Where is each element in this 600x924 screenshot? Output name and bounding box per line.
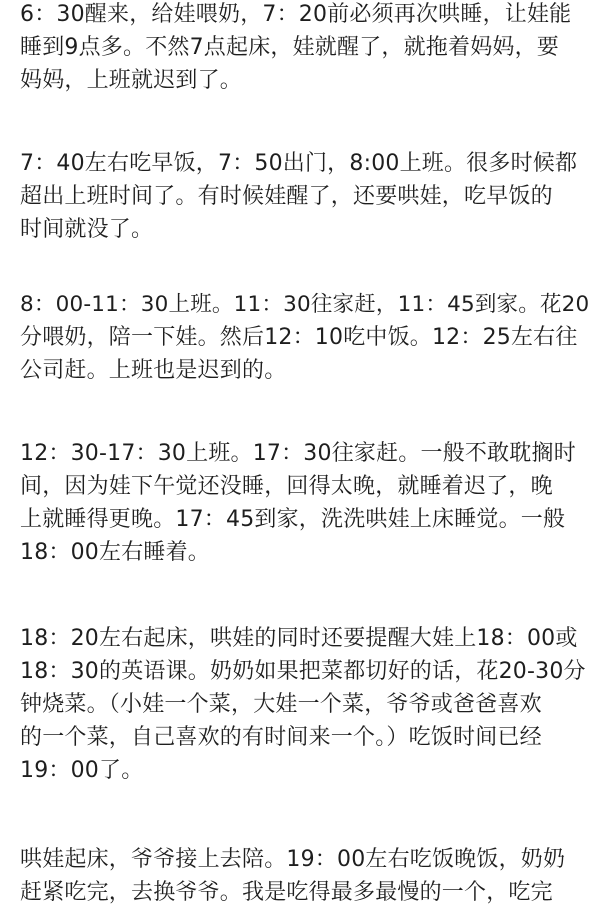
paragraph-breakfast — [20, 147, 595, 246]
paragraph-dinner — [20, 843, 595, 909]
paragraph-evening-cooking — [20, 622, 595, 787]
text-line: 6：30醒来，给娃喂奶，7：20前必须再次哄睡，让娃能 — [20, 2, 572, 27]
paragraph-morning-work — [20, 288, 595, 387]
text-line: 12：30-17：30上班。17：30往家赶。一般不敢耽搁时 — [20, 441, 576, 466]
text-line: 8：00-11：30上班。11：30往家赶，11：45到家。花20 — [20, 292, 590, 317]
text-line: 妈妈，上班就迟到了。 — [20, 68, 243, 93]
text-line: 赶紧吃完，去换爷爷。我是吃得最多最慢的一个，吃完 — [20, 880, 553, 905]
text-line: 超出上班时间了。有时候娃醒了，还要哄娃，吃早饭的 — [20, 184, 553, 209]
text-line: 时间就没了。 — [20, 217, 154, 242]
text-line: 睡到9点多。不然7点起床，娃就醒了，就拖着妈妈，要 — [20, 35, 559, 60]
text-line: 7：40左右吃早饭，7：50出门，8:00上班。很多时候都 — [20, 151, 578, 176]
paragraph-morning-wake — [20, 0, 595, 97]
text-line: 间，因为娃下午觉还没睡，回得太晚，就睡着迟了，晚 — [20, 474, 553, 499]
text-line: 公司赶。上班也是迟到的。 — [20, 358, 287, 383]
text-line: 上就睡得更晚。17：45到家，洗洗哄娃上床睡觉。一般 — [20, 507, 566, 532]
text-line: 分喂奶，陪一下娃。然后12：10吃中饭。12：25左右往 — [20, 325, 578, 350]
text-line: 19：00了。 — [20, 758, 144, 783]
text-line: 的一个菜，自己喜欢的有时间来一个。）吃饭时间已经 — [20, 725, 542, 750]
text-line: 18：20左右起床，哄娃的同时还要提醒大娃上18：00或 — [20, 626, 578, 651]
paragraph-afternoon-work — [20, 437, 595, 569]
text-line: 18：00左右睡着。 — [20, 540, 210, 565]
text-line: 钟烧菜。（小娃一个菜，大娃一个菜，爷爷或爸爸喜欢 — [20, 692, 542, 717]
text-line: 哄娃起床，爷爷接上去陪。19：00左右吃饭晚饭，奶奶 — [20, 847, 566, 872]
text-line: 18：30的英语课。奶奶如果把菜都切好的话，花20-30分 — [20, 659, 586, 684]
